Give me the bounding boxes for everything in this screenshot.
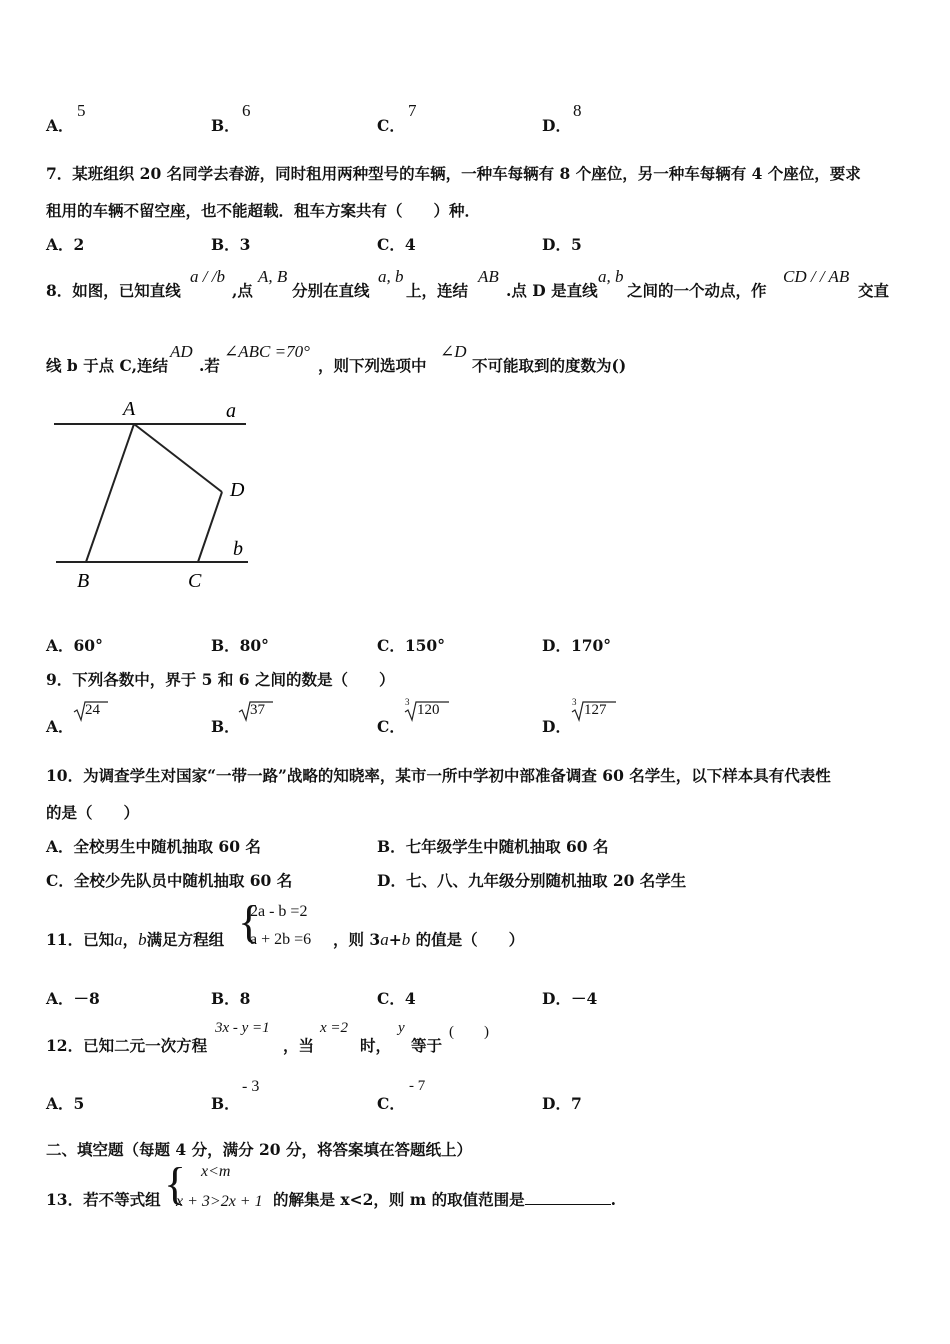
q11-option-a: A．－8	[46, 989, 100, 1008]
q6-option-a-value: 5	[77, 101, 86, 120]
q8-stem-part3: 分别在直线	[292, 281, 370, 300]
q12-equation: 3x - y =1	[215, 1020, 270, 1036]
q8-option-c: C．150°	[377, 636, 445, 655]
q6-option-b: B．	[211, 116, 240, 135]
q11-stem-tail: ，则 3a+b 的值是（ ）	[333, 930, 525, 949]
segment-ab	[86, 424, 134, 562]
q11-equation-2: a + 2b =6	[250, 931, 312, 948]
q12-answer-blank: ( )	[449, 1024, 489, 1040]
q11-stem: 11．已知a，b满足方程组	[46, 930, 225, 949]
q8-math-ad: AD	[170, 342, 193, 361]
q13-stem-part1: 13．若不等式组	[46, 1190, 161, 1209]
q12-option-b-value: - 3	[242, 1078, 260, 1095]
q11-option-c: C．4	[377, 989, 416, 1008]
q10-stem-line2: 的是（ ）	[46, 803, 140, 822]
q11-equation-1: 2a - b =2	[250, 903, 308, 920]
q8-geometry-figure	[40, 390, 270, 600]
q8-math-parallel: a / /b	[190, 267, 225, 286]
q11-option-d: D．－4	[542, 989, 598, 1008]
q8-stem-part8: 线 b 于点 C,连结	[46, 356, 168, 375]
q8-math-ab: AB	[478, 267, 499, 286]
q8-stem-part7: 交直	[858, 281, 890, 300]
q7-option-a: A．2	[46, 235, 85, 254]
q6-option-d: D．	[542, 116, 571, 135]
label-line-a: a	[226, 400, 236, 422]
label-point-a: A	[123, 398, 136, 420]
label-line-b: b	[233, 538, 243, 560]
q11-option-b: B．8	[211, 989, 251, 1008]
q9-stem: 9．下列各数中，界于 5 和 6 之间的数是（ ）	[46, 670, 395, 689]
q12-stem-part3: 时，	[360, 1036, 392, 1055]
q7-option-c: C．4	[377, 235, 416, 254]
q9-option-b: B．	[211, 717, 240, 736]
q12-option-c: C．	[377, 1094, 405, 1113]
segment-ad	[134, 424, 222, 492]
label-point-b: B	[77, 570, 90, 592]
q8-math-lines2: a, b	[598, 267, 624, 286]
label-point-d: D	[230, 479, 245, 501]
q6-option-c-value: 7	[408, 101, 417, 120]
q8-stem-part10: ，则下列选项中	[318, 356, 427, 375]
q12-stem-part1: 12．已知二元一次方程	[46, 1036, 208, 1055]
q7-option-b: B．3	[211, 235, 251, 254]
q8-stem-part1: 8．如图，已知直线	[46, 281, 181, 300]
q6-option-b-value: 6	[242, 101, 251, 120]
q8-stem-part4: 上，连结	[406, 281, 469, 300]
q13-system-brace: {	[164, 1158, 187, 1209]
q8-math-cd-ab: CD / / AB	[783, 267, 850, 286]
segment-dc	[198, 492, 222, 562]
q12-option-d: D．7	[542, 1094, 582, 1113]
q10-option-b: B．七年级学生中随机抽取 60 名	[377, 837, 609, 856]
q8-option-d: D．170°	[542, 636, 612, 655]
q8-math-points: A, B	[258, 267, 288, 286]
q9-option-c: C．	[377, 717, 405, 736]
q8-math-lines: a, b	[378, 267, 404, 286]
q13-answer-blank[interactable]	[525, 1190, 611, 1205]
q13-inequality-1: x<m	[201, 1163, 231, 1180]
q8-math-angle: ∠ABC =70°	[224, 342, 310, 361]
q8-stem-part5: .点 D 是直线	[506, 281, 598, 300]
q12-option-a: A．5	[46, 1094, 85, 1113]
section-2-heading: 二、填空题（每题 4 分，满分 20 分，将答案填在答题纸上）	[46, 1140, 472, 1159]
q11-system-brace: {	[238, 896, 261, 947]
q8-stem-part2: ,点	[232, 281, 253, 300]
q12-stem-part4: 等于	[411, 1036, 443, 1055]
q8-stem-part6: 之间的一个动点，作	[627, 281, 767, 300]
q6-option-d-value: 8	[573, 101, 582, 120]
q8-option-a: A．60°	[46, 636, 103, 655]
q9-option-a: A．	[46, 717, 74, 736]
q6-option-a: A．	[46, 116, 74, 135]
q12-variable-y: y	[398, 1020, 405, 1036]
q10-option-d: D．七、八、九年级分别随机抽取 20 名学生	[377, 871, 687, 890]
q10-option-c: C．全校少先队员中随机抽取 60 名	[46, 871, 293, 890]
q8-math-angle-d: ∠D	[440, 342, 467, 361]
q7-option-d: D．5	[542, 235, 582, 254]
q13-inequality-2: x + 3>2x + 1	[176, 1193, 263, 1210]
q12-option-c-value: - 7	[409, 1078, 426, 1094]
label-point-c: C	[188, 570, 202, 592]
q13-stem-part2: 的解集是 x<2，则 m 的取值范围是 .	[273, 1190, 617, 1209]
q7-stem-line2: 租用的车辆不留空座，也不能超载．租车方案共有（ ）种．	[46, 201, 481, 220]
q7-stem-line1: 7．某班组织 20 名同学去春游，同时租用两种型号的车辆，一种车每辆有 8 个座位，另一种车每辆有 4 个座位，要求	[46, 164, 861, 183]
q9-option-d: D．	[542, 717, 571, 736]
q10-option-a: A．全校男生中随机抽取 60 名	[46, 837, 261, 856]
q10-stem-line1: 10．为调查学生对国家“一带一路”战略的知晓率，某市一所中学初中部准备调查 60 名学生，以下样本具有代表性	[46, 766, 831, 785]
q8-stem-part11: 不可能取到的度数为()	[472, 356, 627, 375]
q12-stem-part2: ，当	[283, 1036, 315, 1055]
q8-stem-part9: .若	[199, 356, 220, 375]
q12-option-b: B．	[211, 1094, 240, 1113]
q12-condition: x =2	[320, 1020, 349, 1036]
q6-option-c: C．	[377, 116, 405, 135]
q8-option-b: B．80°	[211, 636, 269, 655]
